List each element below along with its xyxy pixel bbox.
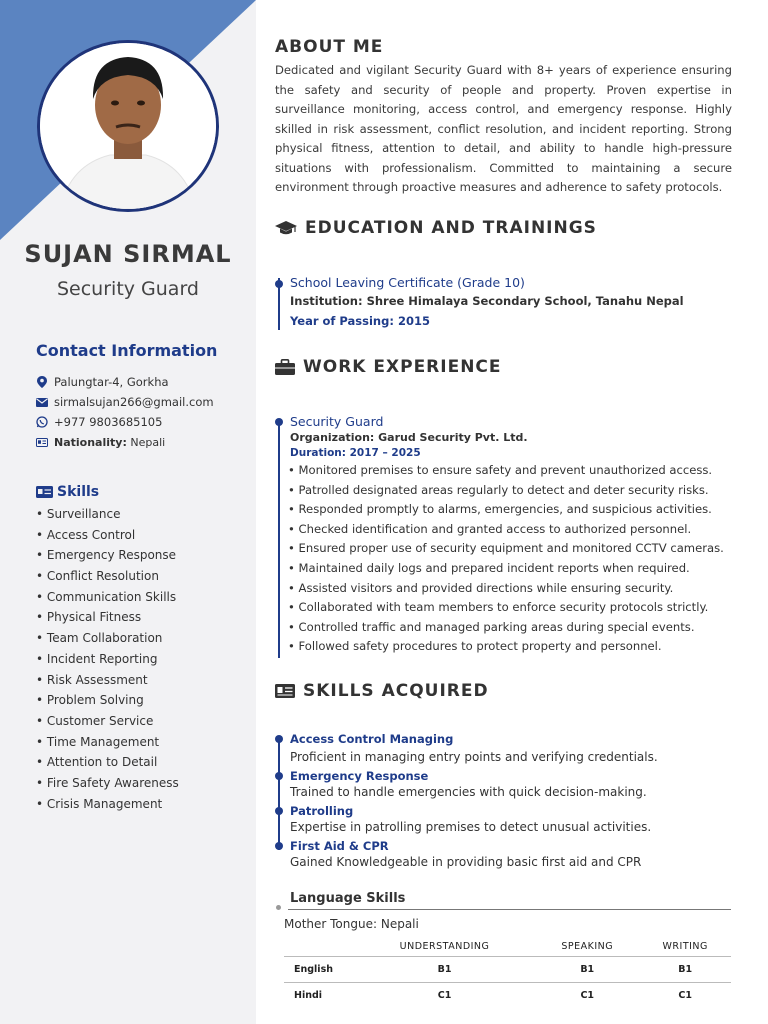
list-item: • Team Collaboration [36,631,163,646]
about-heading: ABOUT ME [275,37,384,57]
list-item: • Monitored premises to ensure safety and prevent unauthorized access. [288,463,713,477]
address-text: Palungtar-4, Gorkha [54,375,169,389]
list-item: • Collaborated with team members to enforce security protocols strictly. [288,600,709,615]
whatsapp-icon [36,416,48,428]
work-bullets [288,461,724,657]
timeline-line [278,738,280,850]
list-item: • Checked identification and granted access to authorized personnel. [288,521,692,536]
table-row: English B1 B1 B1 [284,956,731,982]
list-item: • Problem Solving [36,693,144,708]
phone-text: +977 9803685105 [54,415,163,429]
list-item: • Customer Service [36,713,154,728]
work-heading: WORK EXPERIENCE [275,357,502,377]
list-item: • Patrolled designated areas regularly to detect and deter security risks. [288,482,709,497]
email-text: sirmalsujan266@gmail.com [54,395,214,409]
skill-title: Emergency Response [290,769,429,783]
list-item: • Controlled traffic and managed parking areas during special events. [288,619,695,634]
list-item: • Time Management [36,734,160,749]
id-card-icon [36,436,48,448]
timeline-line [278,420,280,658]
list-item: • Assisted visitors and provided directions while ensuring security. [288,580,674,595]
timeline-dot [275,772,283,780]
about-text: Dedicated and vigilant Security Guard with 8+ years of experience ensuring the safety and security of people and property. Proven expertise in surveillance monitoring, access control, and emergency response. Highly skilled in risk assessment, conflict resolution, and incident reporting. Strong physical fitness, attention to detail, and ability to handle high-pressure situations with professionalism. Committed to maintaining a secure environment through proactive measures and adherence to safety protocols. [275,63,732,194]
column-header: UNDERSTANDING [399,941,490,953]
sidebar-skills-list [36,504,179,814]
nationality-value: Nepali [130,435,166,449]
profile-name: SUJAN SIRMAL [24,240,232,268]
skills-heading [36,484,99,500]
list-item: • Crisis Management [36,796,163,811]
table-row: Hindi C1 C1 C1 [284,982,731,1008]
column-header: SPEAKING [561,941,614,953]
contact-heading: Contact Information [36,341,218,360]
skills-acquired-heading: SKILLS ACQUIRED [275,681,489,701]
skill-title: Patrolling [290,804,354,818]
timeline-dot [276,905,281,910]
contact-address [36,372,214,392]
timeline-dot [275,280,283,288]
timeline-dot [275,735,283,743]
id-card-icon [275,684,295,698]
language-heading: Language Skills [290,891,406,906]
divider [288,909,731,910]
list-item: • Attention to Detail [36,755,158,770]
work-duration: Duration: 2017 – 2025 [290,447,421,459]
contact-email[interactable] [36,392,214,412]
id-card-icon [36,486,53,498]
contact-phone[interactable] [36,412,214,432]
education-heading: EDUCATION AND TRAININGS [275,218,597,238]
graduation-cap-icon [275,220,297,236]
list-item: • Risk Assessment [36,672,148,687]
education-title: School Leaving Certificate (Grade 10) [290,275,525,290]
skill-desc: Expertise in patrolling premises to detect unusual activities. [290,820,652,834]
envelope-icon [36,396,48,408]
list-item: • Conflict Resolution [36,569,159,584]
skill-desc: Proficient in managing entry points and verifying credentials. [290,750,658,764]
list-item: • Emergency Response [36,548,177,563]
skills-heading-text: Skills [57,484,100,500]
column-header: WRITING [662,941,708,953]
list-item: • Incident Reporting [36,651,158,666]
profile-photo [37,40,219,212]
list-item: • Ensured proper use of security equipment and monitored CCTV cameras. [288,541,724,556]
mother-tongue: Mother Tongue: Nepali [284,917,419,931]
education-year: Year of Passing: 2015 [290,314,430,328]
list-item: • Responded promptly to alarms, emergencies, and suspicious activities. [288,502,712,517]
list-item: • Fire Safety Awareness [36,775,179,790]
language-table [284,938,731,1008]
skill-title: Access Control Managing [290,732,454,746]
profile-role: Security Guard [56,278,199,300]
timeline-dot [275,842,283,850]
list-item: • Communication Skills [36,589,177,604]
list-item: • Physical Fitness [36,610,142,625]
briefcase-icon [275,359,295,375]
timeline-dot [275,418,283,426]
list-item: • Followed safety procedures to protect property and personnel. [288,639,662,654]
list-item: • Maintained daily logs and prepared incident reports when required. [288,560,690,575]
skill-desc: Gained Knowledgeable in providing basic first aid and CPR [290,855,642,869]
list-item: • Access Control [36,527,136,542]
work-title: Security Guard [290,414,384,429]
timeline-dot [275,807,283,815]
nationality-label: Nationality: [54,435,127,449]
list-item: • Surveillance [36,507,121,521]
contact-list [36,372,214,452]
work-organization: Organization: Garud Security Pvt. Ltd. [290,431,528,444]
contact-nationality [36,432,214,452]
skill-desc: Trained to handle emergencies with quick decision-making. [290,785,647,799]
skill-title: First Aid & CPR [290,839,389,853]
education-institution: Institution: Shree Himalaya Secondary School, Tanahu Nepal [290,294,684,308]
location-pin-icon [36,376,48,388]
